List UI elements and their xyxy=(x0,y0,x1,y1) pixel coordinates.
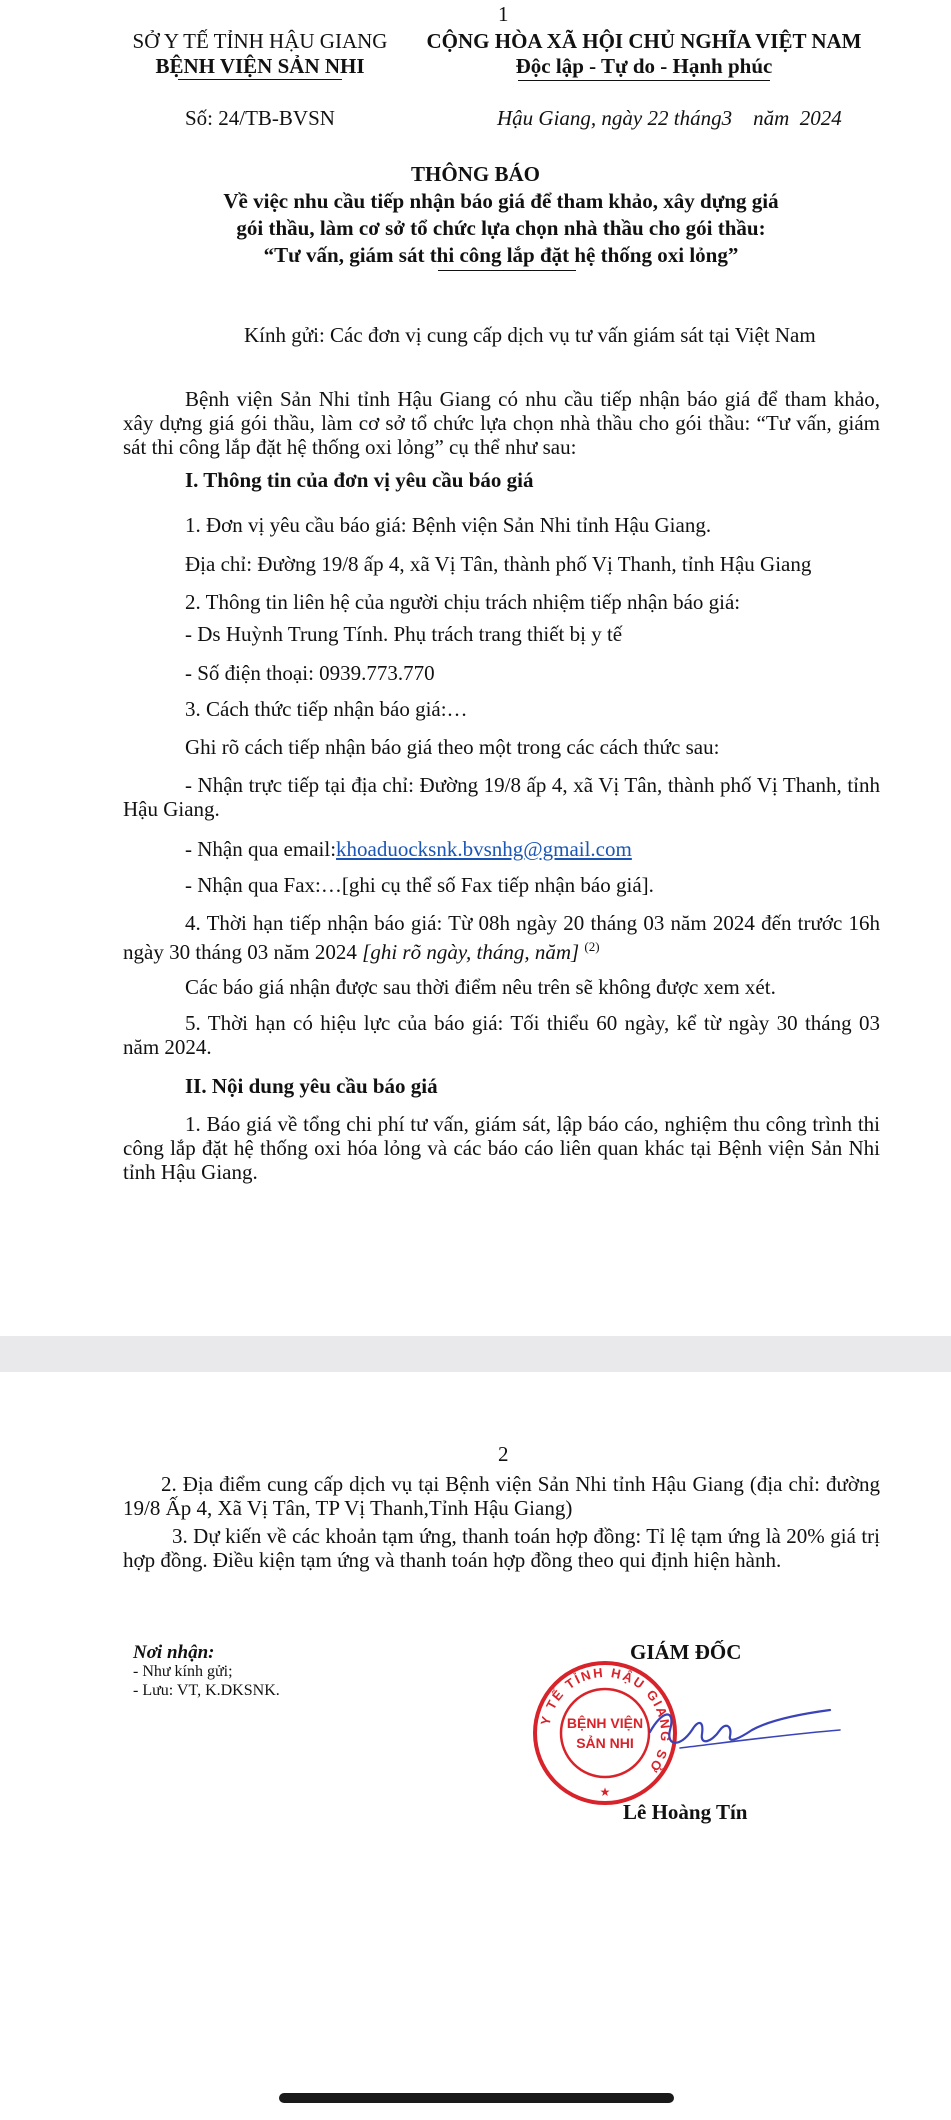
subtitle-underline xyxy=(438,270,576,271)
stamp-center-line-2: SẢN NHI xyxy=(576,1735,634,1751)
page2-item-3: 3. Dự kiến về các khoản tạm ứng, thanh toán hợp đồng: Tỉ lệ tạm ứng là 20% giá trị hợp đồng. Điều kiện tạm ứng và thanh toán hợp đồng theo qui định hiện hành. xyxy=(123,1524,880,1572)
item-3-note: Ghi rõ cách tiếp nhận báo giá theo một trong các cách thức sau: xyxy=(185,735,720,759)
contact-phone: - Số điện thoại: 0939.773.770 xyxy=(185,661,435,685)
document-number: Số: 24/TB-BVSN xyxy=(185,106,335,130)
notice-subtitle-1: Về việc nhu cầu tiếp nhận báo giá để tham khảo, xây dựng giá xyxy=(223,189,779,213)
signature-stroke xyxy=(650,1710,830,1743)
item-4 xyxy=(123,911,880,964)
page-separator xyxy=(0,1336,951,1372)
notice-subtitle-2: gói thầu, làm cơ sở tổ chức lựa chọn nhà thầu cho gói thầu: xyxy=(236,216,766,240)
national-title: CỘNG HÒA XÃ HỘI CHỦ NGHĨA VIỆT NAM xyxy=(426,29,862,53)
method-fax: - Nhận qua Fax:…[ghi cụ thể số Fax tiếp nhận báo giá]. xyxy=(185,873,654,897)
hospital-name: BỆNH VIỆN SẢN NHI xyxy=(155,54,365,78)
page-number: 2 xyxy=(498,1442,509,1466)
item-1: 1. Đơn vị yêu cầu báo giá: Bệnh viện Sản Nhi tỉnh Hậu Giang. xyxy=(185,513,712,537)
notice-title: THÔNG BÁO xyxy=(411,162,540,186)
item-4-text: 4. Thời hạn tiếp nhận báo giá: Từ 08h ngày 20 tháng 03 năm 2024 đến trước 16h ngày 30 tháng 03 năm 2024 xyxy=(123,911,880,964)
item-5: 5. Thời hạn có hiệu lực của báo giá: Tối thiểu 60 ngày, kể từ ngày 30 tháng 03 năm 2024. xyxy=(123,1011,880,1059)
document-date: Hậu Giang, ngày 22 tháng3 năm 2024 xyxy=(497,106,842,130)
intro-paragraph: Bệnh viện Sản Nhi tỉnh Hậu Giang có nhu cầu tiếp nhận báo giá để tham khảo, xây dựng giá gói thầu, làm cơ sở tổ chức lựa chọn nhà thầu cho gói thầu: “Tư vấn, giám sát thi công lắp đặt hệ thống oxi lỏng” cụ thể như sau: xyxy=(123,387,880,459)
item-4-superscript: (2) xyxy=(584,939,600,954)
signature xyxy=(640,1690,850,1770)
item-4-note: Các báo giá nhận được sau thời điểm nêu trên sẽ không được xem xét. xyxy=(185,975,776,999)
contact-name: - Ds Huỳnh Trung Tính. Phụ trách trang thiết bị y tế xyxy=(185,622,623,646)
ministry-name: SỞ Y TẾ TỈNH HẬU GIANG xyxy=(132,29,388,53)
stamp-star: ★ xyxy=(599,1785,611,1799)
method-email xyxy=(185,837,632,862)
recipient-item-2: - Lưu: VT, K.DKSNK. xyxy=(133,1682,280,1699)
stamp-ring-text: Y TẾ TỈNH HẬU GIANG SỞ xyxy=(537,1664,674,1777)
signature-underline xyxy=(680,1730,840,1748)
section-2-heading: II. Nội dung yêu cầu báo giá xyxy=(185,1074,438,1098)
email-link[interactable]: khoaduocksnk.bvsnhg@gmail.com xyxy=(336,837,632,861)
recipient-item-1: - Như kính gửi; xyxy=(133,1663,233,1680)
item-3: 3. Cách thức tiếp nhận báo giá:… xyxy=(185,697,468,721)
national-motto: Độc lập - Tự do - Hạnh phúc xyxy=(515,54,773,78)
page2-item-2: 2. Địa điểm cung cấp dịch vụ tại Bệnh viện Sản Nhi tỉnh Hậu Giang (địa chỉ: đường 19/8 Ấp 4, Xã Vị Tân, TP Vị Thanh,Tỉnh Hậu Giang) xyxy=(123,1472,880,1520)
stamp-center-line-1: BỆNH VIỆN xyxy=(566,1715,644,1731)
section-2-item-1: 1. Báo giá về tổng chi phí tư vấn, giám sát, lập báo cáo, nghiệm thu công trình thi công lắp đặt hệ thống oxi hóa lỏng và các báo cáo liên quan khác tại Bệnh viện Sản Nhi tỉnh Hậu Giang. xyxy=(123,1112,880,1184)
method-email-label: - Nhận qua email: xyxy=(185,837,337,861)
signer-name: Lê Hoàng Tín xyxy=(623,1800,748,1824)
header-right-underline xyxy=(518,80,770,81)
home-indicator[interactable] xyxy=(279,2093,674,2103)
notice-subtitle-3: “Tư vấn, giám sát thi công lắp đặt hệ thống oxi lỏng” xyxy=(263,243,739,267)
item-4-italic: [ghi rõ ngày, tháng, năm] xyxy=(362,940,580,964)
recipients-heading: Nơi nhận: xyxy=(133,1642,215,1663)
document-page-2 xyxy=(0,1372,951,2120)
recipient-line: Kính gửi: Các đơn vị cung cấp dịch vụ tư vấn giám sát tại Việt Nam xyxy=(244,323,816,347)
section-1-heading: I. Thông tin của đơn vị yêu cầu báo giá xyxy=(185,468,534,492)
item-2: 2. Thông tin liên hệ của người chịu trách nhiệm tiếp nhận báo giá: xyxy=(185,590,741,614)
address-line: Địa chỉ: Đường 19/8 ấp 4, xã Vị Tân, thành phố Vị Thanh, tỉnh Hậu Giang xyxy=(185,552,812,576)
header-left-underline xyxy=(178,79,342,80)
page-number: 1 xyxy=(498,2,509,26)
method-direct: - Nhận trực tiếp tại địa chỉ: Đường 19/8 ấp 4, xã Vị Tân, thành phố Vị Thanh, tỉnh Hậu Giang. xyxy=(123,773,880,821)
signer-title: GIÁM ĐỐC xyxy=(630,1640,742,1664)
stamp-inner-ring xyxy=(561,1689,649,1777)
